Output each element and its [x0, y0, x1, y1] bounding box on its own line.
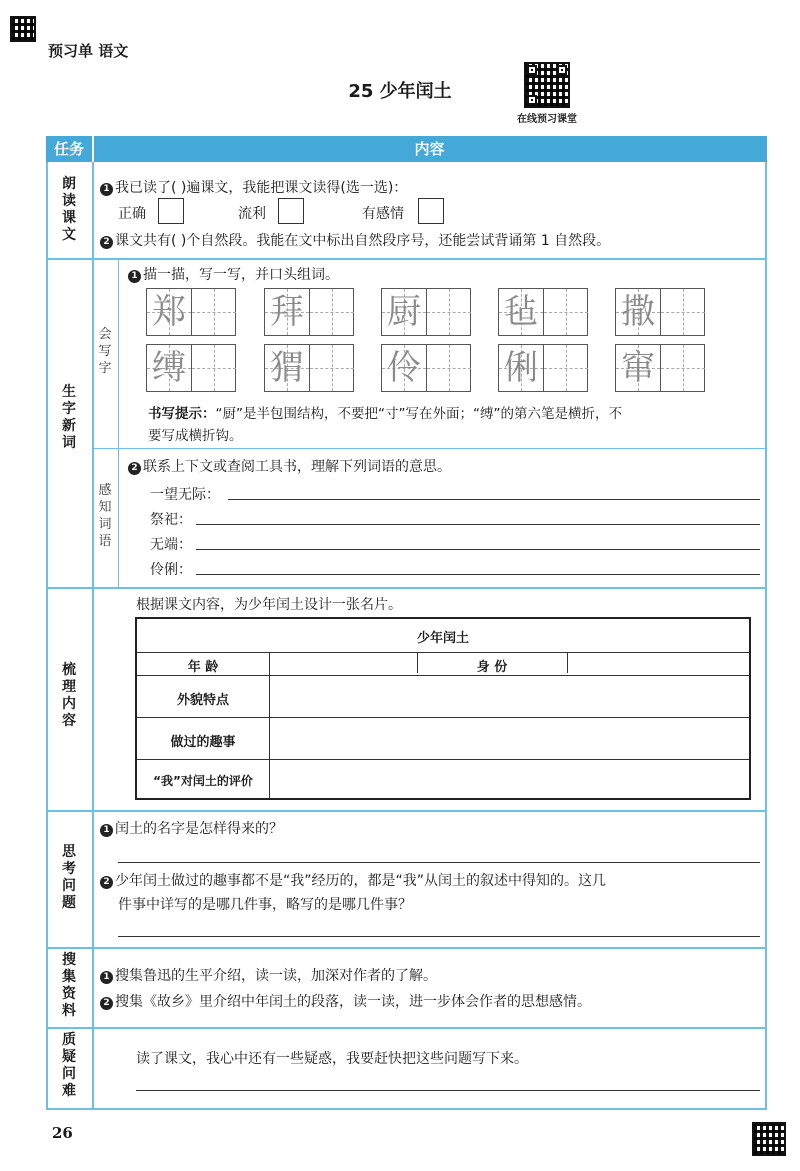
answer-line[interactable] [118, 862, 760, 863]
deeds-label: 做过的趣事 [170, 735, 236, 750]
answer-line[interactable] [196, 549, 760, 550]
section-divider [46, 810, 767, 812]
char-grid-chu[interactable]: 厨 [381, 288, 471, 336]
thinking-question-2-line-2: 件事中详写的是哪几件事，略写的是哪几件事？ [118, 897, 412, 913]
writing-tip-line-2: 要写成横折钩。 [148, 428, 243, 444]
name-card-table [135, 617, 751, 800]
option-fluent-checkbox[interactable] [278, 198, 304, 224]
characters-task-1: 1 描一描，写一写，并口头组词。 [128, 264, 339, 284]
identity-label: 身 份 [476, 660, 508, 675]
section-divider [46, 258, 767, 260]
word-yiwangwuji: 一望无际： [150, 487, 220, 503]
answer-line[interactable] [228, 499, 760, 500]
table-header-band [46, 136, 767, 162]
content-column-header: 内容 [414, 140, 445, 158]
thinking-question-2-line-1: 2 少年闰土做过的趣事都不是“我”经历的，都是“我”从闰土的叙述中得知的。这几 [100, 870, 606, 890]
lesson-qr-code[interactable] [524, 62, 570, 108]
corner-qr-code-bottom [752, 1122, 786, 1156]
char-grid-ling[interactable]: 伶 [381, 344, 471, 392]
char-grid-sa[interactable]: 撒 [615, 288, 705, 336]
answer-line[interactable] [196, 524, 760, 525]
char-grid-fu[interactable]: 缚 [146, 344, 236, 392]
section-divider [46, 947, 767, 949]
collect-item-2: 2 搜集《故乡》里介绍中年闰土的段落，读一读，进一步体会作者的思想感情。 [100, 991, 591, 1011]
char-grid-zhan[interactable]: 毡 [498, 288, 588, 336]
question-section-label: 质 疑 问 难 [62, 1032, 76, 1099]
reading-line-1: 1 我已读了( )遍课文，我能把课文读得(选一选)： [100, 177, 407, 197]
option-emotion-checkbox[interactable] [418, 198, 444, 224]
sorting-intro: 根据课文内容，为少年闰土设计一张名片。 [136, 597, 402, 613]
characters-section-label: 生 字 新 词 [62, 384, 76, 451]
answer-line[interactable] [118, 936, 760, 937]
word-wuduan: 无端： [150, 537, 192, 553]
char-grid-bai[interactable]: 拜 [264, 288, 354, 336]
word-jisi: 祭祀： [150, 512, 192, 528]
char-grid-li[interactable]: 俐 [498, 344, 588, 392]
page-number: 26 [52, 1124, 73, 1142]
collect-section-label: 搜 集 资 料 [62, 952, 76, 1019]
option-correct-checkbox[interactable] [158, 198, 184, 224]
thinking-section-label: 思 考 问 题 [62, 844, 76, 911]
collect-item-1: 1 搜集鲁迅的生平介绍，读一读，加深对作者的了解。 [100, 965, 437, 985]
char-grid-wei[interactable]: 猬 [264, 344, 354, 392]
lesson-title: 25 少年闰土 [348, 81, 452, 102]
characters-task-2: 2 联系上下文或查阅工具书，理解下列词语的意思。 [128, 456, 451, 476]
option-fluent-label: 流利 [238, 206, 266, 222]
writing-tip-line-1: 书写提示：“厨”是半包围结构，不要把“寸”写在外面；“缚”的第六笔是横折，不 [148, 406, 622, 422]
char-grid-zheng[interactable]: 郑 [146, 288, 236, 336]
corner-qr-code-top [10, 16, 36, 42]
age-label: 年 龄 [187, 660, 219, 675]
write-characters-label: 会 写 字 [98, 327, 112, 376]
sub-section-divider [92, 448, 767, 449]
appearance-label: 外貌特点 [176, 693, 229, 708]
question-prompt: 读了课文，我心中还有一些疑惑，我要赶快把这些问题写下来。 [136, 1051, 528, 1067]
name-card-title: 少年闰土 [416, 631, 469, 646]
word-lingli: 伶俐： [150, 562, 192, 578]
task-column-header: 任务 [53, 140, 84, 158]
sense-words-label: 感 知 词 语 [98, 483, 112, 549]
sub-column-divider [118, 258, 119, 587]
column-divider [92, 162, 94, 1108]
thinking-question-1: 1 闰土的名字是怎样得来的？ [100, 818, 283, 838]
sorting-section-label: 梳 理 内 容 [62, 662, 76, 729]
section-divider [46, 587, 767, 589]
reading-line-2: 2 课文共有( )个自然段。我能在文中标出自然段序号，还能尝试背诵第 1 自然段。 [100, 230, 610, 250]
option-emotion-label: 有感情 [362, 206, 404, 222]
reading-section-label: 朗 读 课 文 [62, 176, 76, 243]
char-grid-cuan[interactable]: 窜 [615, 344, 705, 392]
qr-caption: 在线预习课堂 [517, 114, 577, 125]
answer-line[interactable] [136, 1090, 760, 1091]
section-divider [46, 1027, 767, 1029]
answer-line[interactable] [196, 574, 760, 575]
header-subject-label: 预习单 语文 [48, 42, 129, 60]
evaluation-label: “我”对闰土的评价 [153, 774, 253, 788]
option-correct-label: 正确 [118, 206, 146, 222]
